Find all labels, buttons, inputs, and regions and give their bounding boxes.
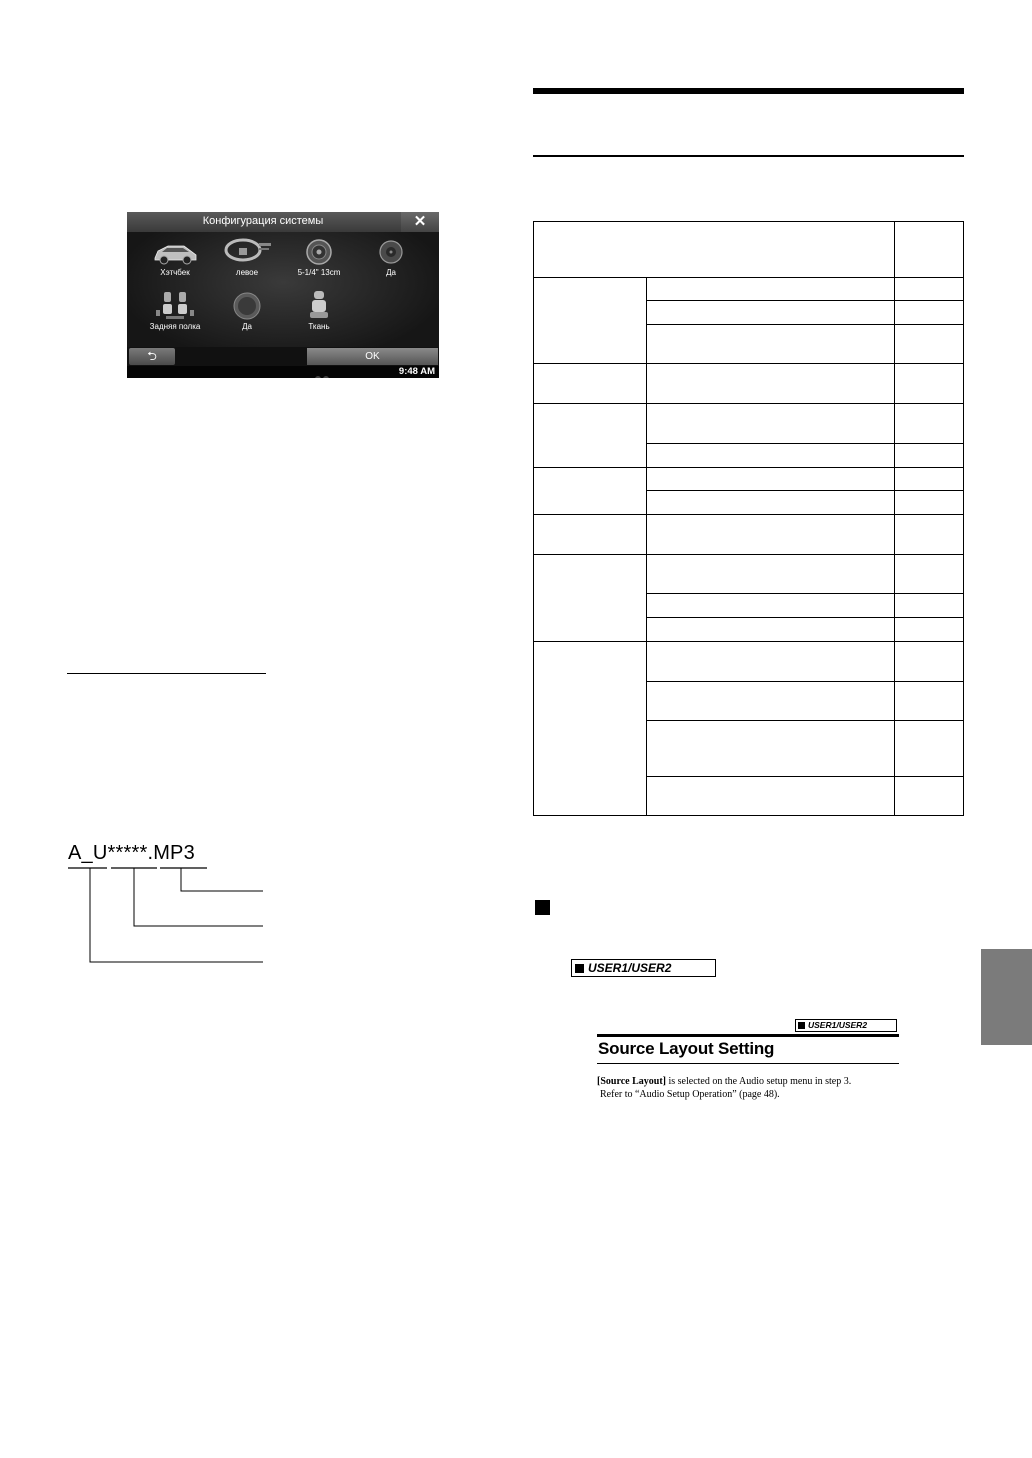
user-mode-badge-small <box>795 1019 897 1032</box>
config-item-label: Ткань <box>308 322 330 331</box>
table-cell <box>534 364 647 404</box>
badge-square-icon <box>575 964 584 973</box>
config-item-label: Хэтчбек <box>160 268 190 277</box>
table-row <box>534 515 964 555</box>
seats-icon <box>152 290 198 320</box>
table-cell <box>534 404 647 468</box>
system-config-screenshot <box>127 212 439 378</box>
table-cell <box>534 555 647 642</box>
table-cell <box>895 468 964 491</box>
excerpt-rule-top <box>597 1034 899 1037</box>
table-cell <box>895 222 964 278</box>
table-cell <box>646 468 894 491</box>
table-cell <box>646 642 894 682</box>
table-cell <box>646 364 894 404</box>
heading-rule-bottom <box>533 155 964 157</box>
table-cell <box>646 325 894 364</box>
ok-button[interactable]: OK <box>307 348 438 365</box>
steering-wheel-icon <box>221 238 273 266</box>
excerpt-title: Source Layout Setting <box>598 1039 775 1058</box>
subwoofer-icon <box>232 292 262 320</box>
excerpt-line-1 <box>597 1075 907 1088</box>
badge-square-icon <box>798 1022 805 1029</box>
filename-extension: .MP3 <box>147 842 195 864</box>
table-cell <box>895 404 964 444</box>
table-cell <box>895 721 964 777</box>
screen-header <box>127 212 439 232</box>
screen-body <box>127 232 439 358</box>
chapter-side-tab <box>981 949 1032 1045</box>
excerpt-bold-term: [Source Layout] <box>597 1076 666 1087</box>
close-icon[interactable]: ✕ <box>401 212 439 232</box>
status-bar <box>127 366 439 378</box>
table-row <box>534 364 964 404</box>
config-item-tweeter[interactable] <box>351 238 431 277</box>
config-item-label: Да <box>386 268 396 277</box>
table-cell <box>895 594 964 618</box>
heading-rule-top <box>533 88 964 94</box>
config-item-label: 5-1/4" 13cm <box>297 268 341 277</box>
config-item-car-type[interactable] <box>135 240 215 277</box>
table-cell <box>646 721 894 777</box>
tweeter-icon <box>377 238 405 266</box>
table-cell <box>646 777 894 816</box>
seat-icon <box>307 290 331 320</box>
config-item-label: Задняя полка <box>149 322 201 331</box>
config-item-speaker-location[interactable] <box>135 290 215 331</box>
table-cell <box>895 444 964 468</box>
table-row <box>534 278 964 301</box>
back-button[interactable] <box>129 348 175 365</box>
table-cell <box>534 222 895 278</box>
car-icon <box>152 240 198 266</box>
user-mode-badge <box>571 959 716 977</box>
excerpt-line-2: Refer to “Audio Setup Operation” (page 48). <box>600 1089 780 1100</box>
config-item-seat-material[interactable] <box>279 290 359 331</box>
table-cell <box>646 301 894 325</box>
table-cell <box>534 642 647 816</box>
table-cell <box>895 301 964 325</box>
status-time: 9:48 AM <box>398 366 435 377</box>
table-cell <box>895 325 964 364</box>
back-arrow-icon: ⮌ <box>147 349 157 363</box>
table-cell <box>646 555 894 594</box>
screen-footer <box>127 347 439 366</box>
filename-stars: ***** <box>107 842 148 864</box>
table-cell <box>646 404 894 444</box>
page-indicator-icon <box>315 369 331 378</box>
table-row <box>534 468 964 491</box>
config-item-label: Да <box>242 322 252 331</box>
table-cell <box>646 278 894 301</box>
excerpt-line-1-rest: is selected on the Audio setup menu in step 3. <box>665 1076 852 1087</box>
table-cell <box>646 491 894 515</box>
config-item-steering[interactable] <box>207 238 287 277</box>
table-cell <box>895 682 964 721</box>
table-cell <box>895 515 964 555</box>
config-item-speaker-size[interactable] <box>279 238 359 277</box>
table-cell <box>646 682 894 721</box>
badge-label: USER1/USER2 <box>588 961 672 975</box>
badge-label: USER1/USER2 <box>808 1020 868 1030</box>
table-cell <box>534 468 647 515</box>
table-cell <box>646 515 894 555</box>
table-cell <box>534 515 647 555</box>
table-header-row <box>534 222 964 278</box>
excerpt-rule-bottom <box>597 1063 899 1064</box>
table-row <box>534 404 964 444</box>
table-cell <box>646 618 894 642</box>
table-cell <box>895 642 964 682</box>
config-item-label: левое <box>235 268 259 277</box>
table-cell <box>646 444 894 468</box>
screen-title: Конфигурация системы <box>202 215 324 227</box>
table-cell <box>534 278 647 364</box>
section-bullet-icon <box>535 900 550 915</box>
excerpt-body <box>597 1075 907 1101</box>
filename-callout-lines <box>60 862 270 972</box>
table-cell <box>895 777 964 816</box>
table-row <box>534 555 964 594</box>
section-divider <box>67 673 266 674</box>
table-cell <box>895 364 964 404</box>
table-cell <box>646 594 894 618</box>
config-item-subwoofer[interactable] <box>207 292 287 331</box>
settings-table <box>533 221 964 816</box>
table-cell <box>895 491 964 515</box>
speaker-icon <box>305 238 333 266</box>
table-cell <box>895 618 964 642</box>
table-cell <box>895 278 964 301</box>
table-row <box>534 642 964 682</box>
table-cell <box>895 555 964 594</box>
filename-prefix: A_U <box>68 842 108 864</box>
